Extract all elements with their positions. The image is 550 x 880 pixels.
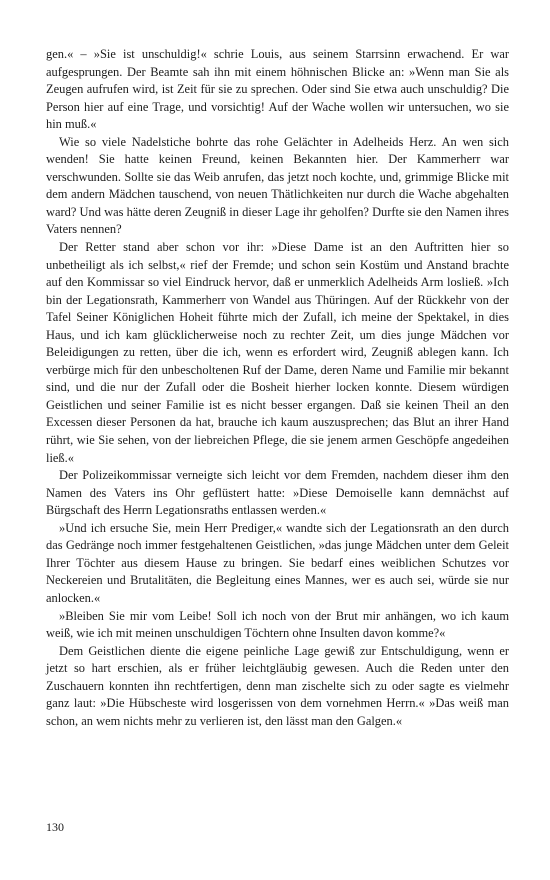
page-number: 130 bbox=[46, 820, 64, 834]
page-body bbox=[46, 46, 509, 730]
paragraph-7: Dem Geistlichen diente die eigene peinliche Lage gewiß zur Entschuldigung, wenn er jetzt so hart erschien, als er früher leichtgläubig gewesen. Auch die Reden unter den Zuschauern konnten ihn rechtfertigen, denn man zischelte sich zu oder sagte es vielmehr ganz laut: »Die Hübscheste wird losgerissen von dem vornehmen Herrn.« »Das weiß man schon, an wem nichts mehr zu verlieren ist, den lässt man den Galgen.« bbox=[46, 643, 509, 728]
paragraph-4: Der Polizeikommissar verneigte sich leicht vor dem Fremden, nachdem dieser ihm den Namen des Vaters ins Ohr geflüstert hatte: »Diese Demoiselle kann demnächst auf Bürgschaft des Herrn Legationsraths entlassen werden.« bbox=[46, 468, 509, 518]
paragraph-1: gen.« – »Sie ist unschuldig!« schrie Louis, aus seinem Starrsinn erwachend. Er war aufgesprungen. Der Beamte sah ihn mit einem höhnischen Blicke an: »Wenn man Sie als Zeugen aufrufen wird, ist Zeit für sie zu sprechen. Oder sind Sie etwa auch unschuldig? Die Person hier auf eine Trage, und vorsichtig! Auf der Wache wollen wir untersuchen, wo sie hin muß.« bbox=[46, 47, 509, 132]
paragraph-6: »Bleiben Sie mir vom Leibe! Soll ich noch von der Brut mir anhängen, wo ich kaum weiß, wie ich mit meinen unschuldigen Töchtern ohne Insulten davon komme?« bbox=[46, 608, 509, 641]
paragraph-2: Wie so viele Nadelstiche bohrte das rohe Gelächter in Adelheids Herz. An wen sich wenden! Sie hatte keinen Freund, keinen Bekannten hier. Der Kammerherr war verschwunden. Sollte sie das Weib anrufen, das jetzt noch kochte, und, grimmige Blicke mit dem andern Mädchen tauschend, von neuen Thätlichkeiten nur durch die Wache abgehalten ward? Und was hätte deren Zeugniß in dieser Lage ihr geholfen? Durfte sie den Namen ihres Vaters nennen? bbox=[46, 134, 509, 237]
paragraph-3: Der Retter stand aber schon vor ihr: »Diese Dame ist an den Auftritten hier so unbetheiligt als ich selbst,« rief der Fremde; und schon sein Kostüm und Anstand brachte auf den Kommissar so viel Eindruck hervor, daß er unmerklich Adelheids Arm losließ. »Ich bin der Legationsrath, Kammerherr von Wandel aus Thüringen. Auf der Rückkehr von der Tafel Seiner Königlichen Hoheit führte mich der Zufall, ich meine der Spektakel, in dies Haus, und ich kam glücklicherweise noch zu rechter Zeit, um dies junge Mädchen vor Beleidigungen zu retten, über die ich, wenn es erfordert wird, Zeugniß ablegen kann. Ich verbürge mich für den unbescholtenen Ruf der Dame, deren Name und Familie mir bekannt sind, und die nur der Zufall oder die Bosheit hierher locken konnte. Diesem würdigen Geistlichen und seiner Familie ist es nicht besser ergangen. Daß sie keinen Theil an den Excessen dieser Personen da hat, brauche ich kaum auszusprechen; das Blut an ihrer Hand rührt, wie Sie sehen, von der liebreichen Pflege, die sie jenem armen Geschöpfe angedeihen ließ.« bbox=[46, 240, 509, 465]
paragraph-5: »Und ich ersuche Sie, mein Herr Prediger,« wandte sich der Legationsrath an den durch das Gedränge noch immer festgehaltenen Geistlichen, »das junge Mädchen unter dem Geleit Ihrer Töchter aus diesem Hause zu bringen. Sie bedarf eines weiblichen Schutzes vor Neckereien und Brutalitäten, die Begleitung eines Mannes, wer es auch sei, würde sie nur anlocken.« bbox=[46, 520, 509, 605]
